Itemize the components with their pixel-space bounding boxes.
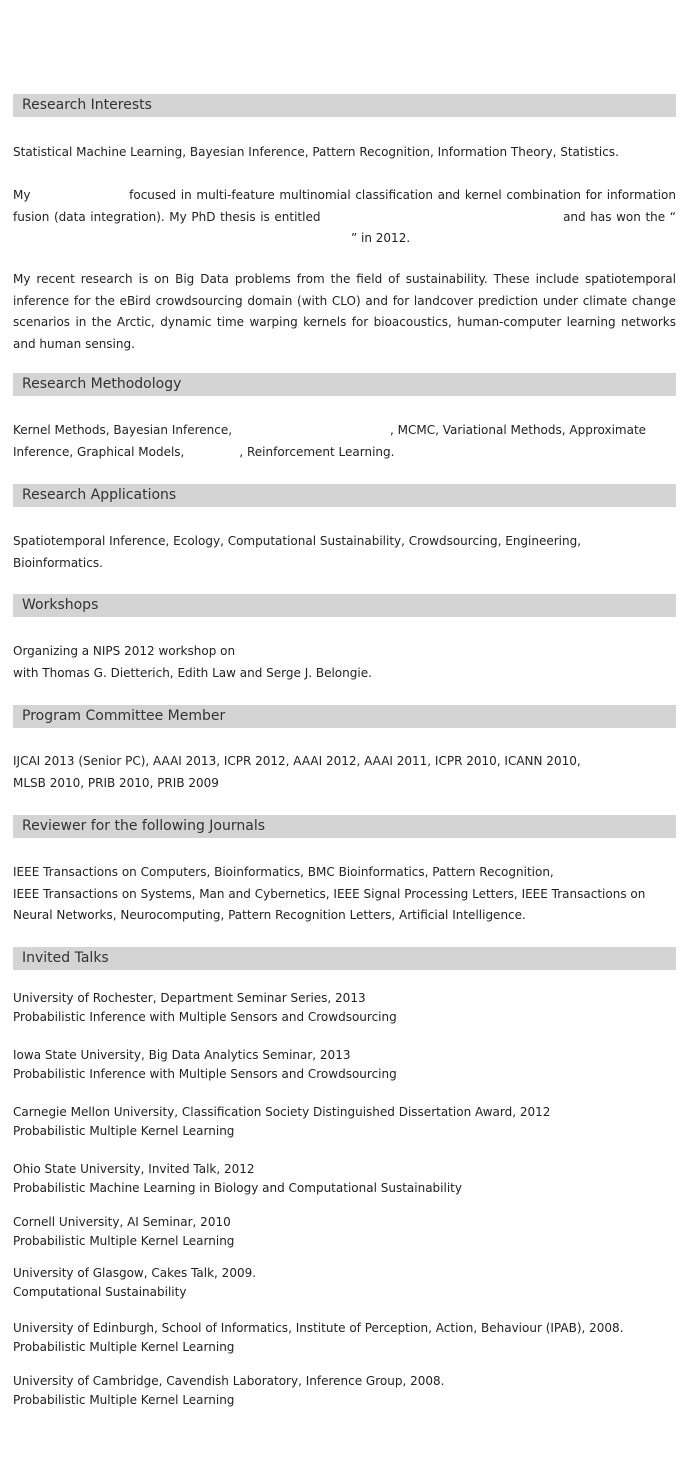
methodology-part-3: Inference, Graphical Models, <box>13 444 185 459</box>
talk-venue: Cornell University, AI Seminar, 2010 <box>13 1215 231 1229</box>
methodology-part-1: Kernel Methods, Bayesian Inference, <box>13 423 233 437</box>
reviewer-text <box>13 862 676 927</box>
section-header-research-methodology: Research Methodology <box>13 373 676 396</box>
phd-text-body: focused in multi-feature multinomial classification and kernel combination for information fusion (data integration). My PhD thesis is entitled <box>13 188 676 224</box>
section-header-reviewer: Reviewer for the following Journals <box>13 815 676 838</box>
talk-item <box>13 1319 676 1357</box>
talk-topic: Probabilistic Inference with Multiple Sensors and Crowdsourcing <box>13 1010 397 1024</box>
talk-venue: University of Edinburgh, School of Informatics, Institute of Perception, Action, Behaviour (IPAB), 2008. <box>13 1321 624 1335</box>
talk-venue: University of Cambridge, Cavendish Laboratory, Inference Group, 2008. <box>13 1374 445 1388</box>
talk-topic: Computational Sustainability <box>13 1285 187 1299</box>
talk-item <box>13 1213 676 1251</box>
section-header-research-applications: Research Applications <box>13 484 676 507</box>
methodology-part-4: , Reinforcement Learning. <box>239 444 395 459</box>
methodology-part-2: , MCMC, Variational Methods, Approximate <box>390 423 647 437</box>
talk-item <box>13 1160 676 1198</box>
phd-text-open-quote: “ <box>669 209 676 224</box>
reviewer-line-2: IEEE Transactions on Systems, Man and Cybernetics, IEEE Signal Processing Letters, IEEE Transactions on <box>13 886 646 901</box>
workshops-line-1: Organizing a NIPS 2012 workshop on <box>13 644 236 658</box>
talk-item <box>13 1046 676 1084</box>
reviewer-line-3: Neural Networks, Neurocomputing, Pattern Recognition Letters, Artificial Intelligence. <box>13 908 526 922</box>
workshops-line-2: with Thomas G. Dietterich, Edith Law and Serge J. Belongie. <box>13 665 372 680</box>
research-interests-recent-paragraph: My recent research is on Big Data problems from the field of sustainability. These include spatiotemporal inference for the eBird crowdsourcing domain (with CLO) and for landcover prediction under climate change scenarios in the Arctic, dynamic time warping kernels for bioacoustics, human-computer learning networks and human sensing. <box>13 272 676 351</box>
workshops-text <box>13 641 676 684</box>
talk-venue: Ohio State University, Invited Talk, 2012 <box>13 1162 255 1176</box>
research-methodology-text <box>13 420 676 463</box>
talk-venue: University of Glasgow, Cakes Talk, 2009. <box>13 1266 257 1280</box>
phd-text-my: My <box>13 188 31 202</box>
applications-line-2: Bioinformatics. <box>13 555 103 570</box>
talk-item <box>13 1372 676 1410</box>
talk-venue: University of Rochester, Department Seminar Series, 2013 <box>13 991 366 1005</box>
research-interests-summary: Statistical Machine Learning, Bayesian Inference, Pattern Recognition, Information Theory, Statistics. <box>13 145 619 159</box>
talk-venue: Carnegie Mellon University, Classification Society Distinguished Dissertation Award, 2012 <box>13 1105 551 1119</box>
program-committee-text <box>13 751 676 794</box>
talk-topic: Probabilistic Inference with Multiple Sensors and Crowdsourcing <box>13 1067 397 1081</box>
talk-item <box>13 1103 676 1141</box>
section-header-research-interests: Research Interests <box>13 94 676 117</box>
phd-text-won: and has won the <box>563 209 666 224</box>
program-committee-line-1: IJCAI 2013 (Senior PC), AAAI 2013, ICPR 2012, AAAI 2012, AAAI 2011, ICPR 2010, ICANN 2010, <box>13 754 581 768</box>
talk-item <box>13 1264 676 1302</box>
program-committee-line-2: MLSB 2010, PRIB 2010, PRIB 2009 <box>13 775 219 790</box>
talk-topic: Probabilistic Multiple Kernel Learning <box>13 1393 235 1407</box>
research-applications-text <box>13 531 676 574</box>
talk-topic: Probabilistic Machine Learning in Biology and Computational Sustainability <box>13 1181 462 1195</box>
reviewer-line-1: IEEE Transactions on Computers, Bioinformatics, BMC Bioinformatics, Pattern Recognition, <box>13 865 554 879</box>
section-header-workshops: Workshops <box>13 594 676 617</box>
talk-topic: Probabilistic Multiple Kernel Learning <box>13 1124 235 1138</box>
section-header-program-committee: Program Committee Member <box>13 705 676 728</box>
talk-item <box>13 989 676 1027</box>
talk-venue: Iowa State University, Big Data Analytics Seminar, 2013 <box>13 1048 351 1062</box>
phd-text-year: ” in 2012. <box>351 231 411 245</box>
talk-topic: Probabilistic Multiple Kernel Learning <box>13 1234 235 1248</box>
applications-line-1: Spatiotemporal Inference, Ecology, Computational Sustainability, Crowdsourcing, Engineering, <box>13 534 582 548</box>
section-header-invited-talks: Invited Talks <box>13 947 676 970</box>
research-interests-phd-paragraph <box>13 185 676 250</box>
talk-topic: Probabilistic Multiple Kernel Learning <box>13 1340 235 1354</box>
